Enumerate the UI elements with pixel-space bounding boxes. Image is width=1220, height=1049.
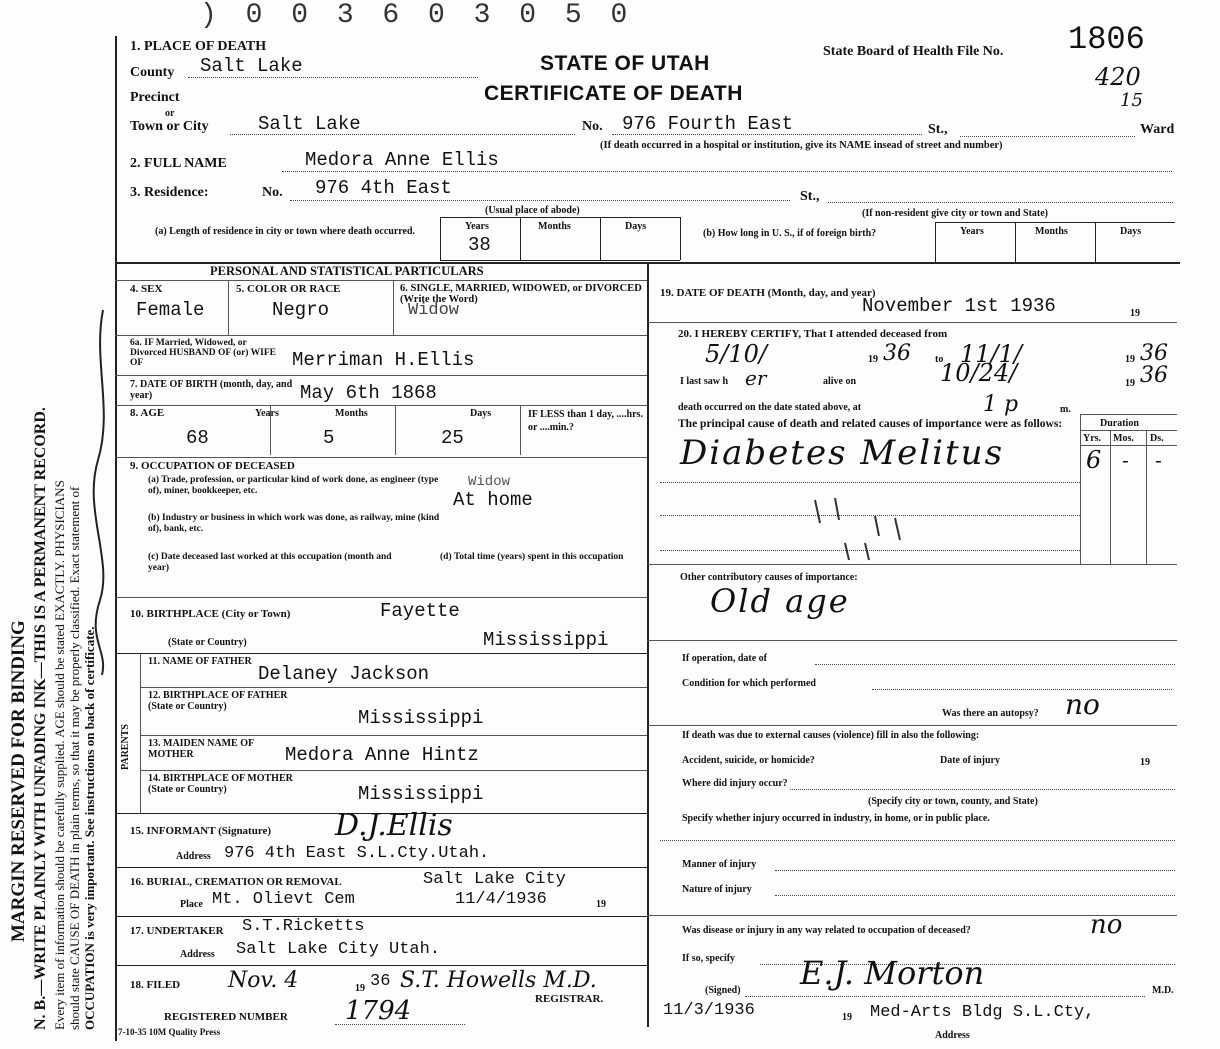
informant-label: 15. INFORMANT (Signature) [130,825,272,837]
registered-number: 1794 [345,996,412,1026]
usual-abode-note: (Usual place of abode) [485,205,580,216]
printer-footer: 7-10-35 10M Quality Press [118,1027,221,1037]
age-years-value: 68 [186,427,209,449]
certify-label: 20. I HEREBY CERTIFY, That I attended deceased from [678,328,948,340]
nonresident-note: (If non-resident give city or town and State) [862,208,1049,219]
or-label: or [165,108,175,119]
birthplace-state-label: (State or Country) [168,637,247,648]
occupation-a-label: (a) Trade, profession, or particular kind of work done, as engineer (type of), miner, bookkeeper, etc. [148,475,439,496]
occupation-related-label: Was disease or injury in any way related to occupation of deceased? [682,925,971,936]
registrar-signature: S.T. Howells M.D. [400,968,597,993]
occupation-d-label: (d) Total time (years) spent in this occupation [440,552,624,562]
res-days-label: Days [625,221,647,232]
signed-year-suffix: 19 [842,1012,852,1023]
injury-year-suffix: 19 [1140,757,1150,768]
external-causes-label: If death was due to external causes (violence) fill in also the following: [682,730,980,741]
age-years-label: Years [255,408,279,419]
mother-birthplace-label: 14. BIRTHPLACE OF MOTHER (State or Country) [148,773,293,795]
res-months-label: Months [538,221,571,232]
margin-instructions-3: OCCUPATION is very important. See instructions on back of certificate. [82,626,97,1030]
burial-date: 11/4/1936 [455,890,547,909]
marital-label: 6. SINGLE, MARRIED, WIDOWED, or DIVORCED (Write the Word) [400,283,642,305]
occupation-label: 9. OCCUPATION OF DECEASED [130,460,295,472]
mother-name-value: Medora Anne Hintz [285,744,479,766]
cause-months: - [1122,448,1129,472]
from-nineteen: 19 [868,354,878,365]
date-of-death-label: 19. DATE OF DEATH (Month, day, and year) [660,287,876,299]
age-label: 8. AGE [130,407,165,419]
color-value: Negro [272,299,330,321]
occupation-c-label: (c) Date deceased last worked at this occupation (month and year) [148,552,392,573]
physician-address: Med-Arts Bldg S.L.Cty, [870,1003,1095,1022]
last-saw-sex: er [745,366,767,390]
res-years-label: Years [465,221,489,232]
stamp-number-a: 420 [1095,63,1141,91]
informant-address: 976 4th East S.L.Cty.Utah. [224,844,490,863]
occupation-value: At home [453,489,533,511]
sex-value: Female [136,299,205,321]
serial-number: ) 0 0 3 6 0 3 0 5 0 [200,0,634,31]
residence-value: 976 4th East [315,177,452,199]
undertaker-address: Salt Lake City Utah. [236,940,441,959]
registered-number-label: REGISTERED NUMBER [164,1011,288,1023]
marital-value: Widow [408,301,460,320]
foreign-months-label: Months [1035,226,1068,237]
father-name-value: Delaney Jackson [258,663,430,685]
color-label: 5. COLOR OR RACE [236,283,341,295]
attended-to-date: 11/1/ [960,340,1022,368]
accident-label: Accident, suicide, or homicide? [682,755,815,766]
informant-signature: D.J.Ellis [335,808,453,843]
birthplace-state: Mississippi [483,629,609,651]
file-number-label: State Board of Health File No. [823,44,1004,59]
margin-instructions-2: should state CAUSE OF DEATH in plain terms, so that it may be properly classified. Exact statement of [67,486,82,1030]
signed-date: 11/3/1936 [663,1001,755,1020]
street-st-label: St., [928,122,948,137]
state-title: STATE OF UTAH [540,52,710,75]
cause-years: 6 [1086,446,1102,474]
occupation-related-value: no [1090,910,1123,940]
filed-year-prefix: 19 [355,983,365,994]
hospital-note: (If death occurred in a hospital or institution, give its NAME insead of street and number) [600,140,1003,151]
cause-label: The principal cause of death and related causes of importance were as follows: [678,418,1063,430]
street-address: 976 Fourth East [622,113,794,135]
physician-signature: E.J. Morton [800,954,985,992]
duration-label: Duration [1100,418,1139,429]
file-number: 1806 [1068,21,1145,58]
undertaker-name: S.T.Ricketts [242,917,365,936]
res-years-value: 38 [468,234,491,256]
death-hour: 1 p [983,392,1019,417]
burial-place: Salt Lake City [423,870,566,889]
age-days-label: Days [470,408,492,419]
manner-of-injury-label: Manner of injury [682,859,757,870]
last-saw-label: I last saw h [680,376,729,387]
operation-label: If operation, date of [682,653,767,664]
occupation-b-label: (b) Industry or business in which work was done, as railway, mine (kind of), bank, etc. [148,513,440,534]
burial-place-label: Place [180,899,203,910]
other-causes-label: Other contributory causes of importance: [680,572,858,583]
town-value: Salt Lake [258,113,361,135]
residence-label: 3. Residence: [130,185,209,200]
county-value: Salt Lake [200,55,303,77]
birthplace-label: 10. BIRTHPLACE (City or Town) [130,608,291,620]
specify-whether-label: Specify whether injury occurred in industry, in home, or in public place. [682,813,990,824]
autopsy-label: Was there an autopsy? [942,708,1039,719]
signed-label: (Signed) [705,985,741,996]
physician-address-label: Address [935,1030,970,1041]
date-of-death-value: November 1st 1936 [862,295,1056,317]
dob-label: 7. DATE OF BIRTH (month, day, and year) [130,379,293,401]
specify-city-note: (Specify city or town, county, and State) [868,796,1038,807]
sex-label: 4. SEX [130,283,163,295]
attended-from-year: 36 [883,341,911,366]
place-of-death-heading: 1. PLACE OF DEATH [130,39,267,54]
margin-binding-note: MARGIN RESERVED FOR BINDING [8,620,29,942]
to-label: to [935,354,944,365]
filed-date: Nov. 4 [228,968,299,993]
autopsy-value: no [1065,688,1100,721]
foreign-days-label: Days [1120,226,1142,237]
condition-label: Condition for which performed [682,678,816,689]
county-label: County [130,65,175,80]
last-saw-date: 10/24/ [940,359,1018,387]
md-label: M.D. [1152,985,1174,996]
duration-ds-label: Ds. [1150,433,1164,444]
duration-yrs-label: Yrs. [1083,433,1102,444]
stamp-number-b: 15 [1120,90,1143,111]
age-months-value: 5 [323,427,335,449]
age-days-value: 25 [441,427,464,449]
birthplace-city: Fayette [380,600,460,622]
death-hour-label: death occurred on the date stated above, at [678,402,862,413]
injury-date-label: Date of injury [940,755,1000,766]
duration-mos-label: Mos. [1113,433,1134,444]
town-label: Town or City [130,119,209,134]
certificate-title: CERTIFICATE OF DEATH [484,82,743,105]
personal-heading: PERSONAL AND STATISTICAL PARTICULARS [210,264,484,278]
cause-ditto-marks [805,488,925,563]
father-name-label: 11. NAME OF FATHER [148,656,252,667]
registrar-label: REGISTRAR. [535,993,604,1005]
if-so-label: If so, specify [682,953,736,964]
age-months-label: Months [335,408,368,419]
full-name-label: 2. FULL NAME [130,156,227,171]
attended-to-year: 36 [1140,341,1168,366]
last-saw-year: 36 [1140,363,1168,388]
if-less-label: IF LESS than 1 day, ....hrs. or ....min.? [528,409,643,433]
other-cause-value: Old age [710,582,850,620]
margin-instructions-1: Every item of information should be carefully supplied. AGE should be stated EXACTLY. PHYSICIANS [52,480,67,1030]
margin-ink-note: N. B.—WRITE PLAINLY WITH UNFADING INK—THIS IS A PERMANENT RECORD. [32,407,49,1030]
father-birthplace-value: Mississippi [358,707,484,729]
informant-address-label: Address [176,851,211,862]
alive-on-label: alive on [823,376,857,387]
full-name-value: Medora Anne Ellis [305,149,499,171]
burial-year-suffix: 19 [596,899,606,910]
margin-scribble [88,300,118,680]
undertaker-address-label: Address [180,949,215,960]
ward-label: Ward [1140,122,1175,137]
precinct-label: Precinct [130,90,180,105]
residence-no-label: No. [262,185,283,200]
cause-of-death: Diabetes Melitus [680,433,1005,473]
dob-value: May 6th 1868 [300,382,437,404]
filed-year: 36 [370,972,391,991]
mother-name-label: 13. MAIDEN NAME OF MOTHER [148,738,254,760]
cemetery-name: Mt. Olievt Cem [212,890,355,909]
father-birthplace-label: 12. BIRTHPLACE OF FATHER (State or Country) [148,690,288,712]
spouse-label: 6a. IF Married, Widowed, or Divorced HUSBAND OF (or) WIFE OF [130,338,277,368]
last-saw-nineteen: 19 [1125,378,1135,389]
m-label: m. [1060,404,1071,415]
attended-from-date: 5/10/ [705,340,767,368]
where-injury-label: Where did injury occur? [682,778,788,789]
burial-label: 16. BURIAL, CREMATION OR REMOVAL [130,876,342,888]
residence-st-label: St., [800,189,820,204]
nature-of-injury-label: Nature of injury [682,884,752,895]
cause-days: - [1155,448,1162,472]
undertaker-label: 17. UNDERTAKER [130,925,224,937]
occupation-typed-a: Widow [468,474,511,490]
foreign-years-label: Years [960,226,984,237]
length-residence-label: (a) Length of residence in city or town where death occurred. [155,226,416,237]
parents-side-label: PARENTS [120,724,131,770]
spouse-value: Merriman H.Ellis [292,349,475,371]
to-nineteen: 19 [1125,354,1135,365]
street-no-label: No. [582,119,603,134]
death-year-suffix: 19 [1130,308,1140,319]
filed-label: 18. FILED [130,979,181,991]
foreign-birth-label: (b) How long in U. S., if of foreign birth? [703,228,877,239]
mother-birthplace-value: Mississippi [358,783,484,805]
